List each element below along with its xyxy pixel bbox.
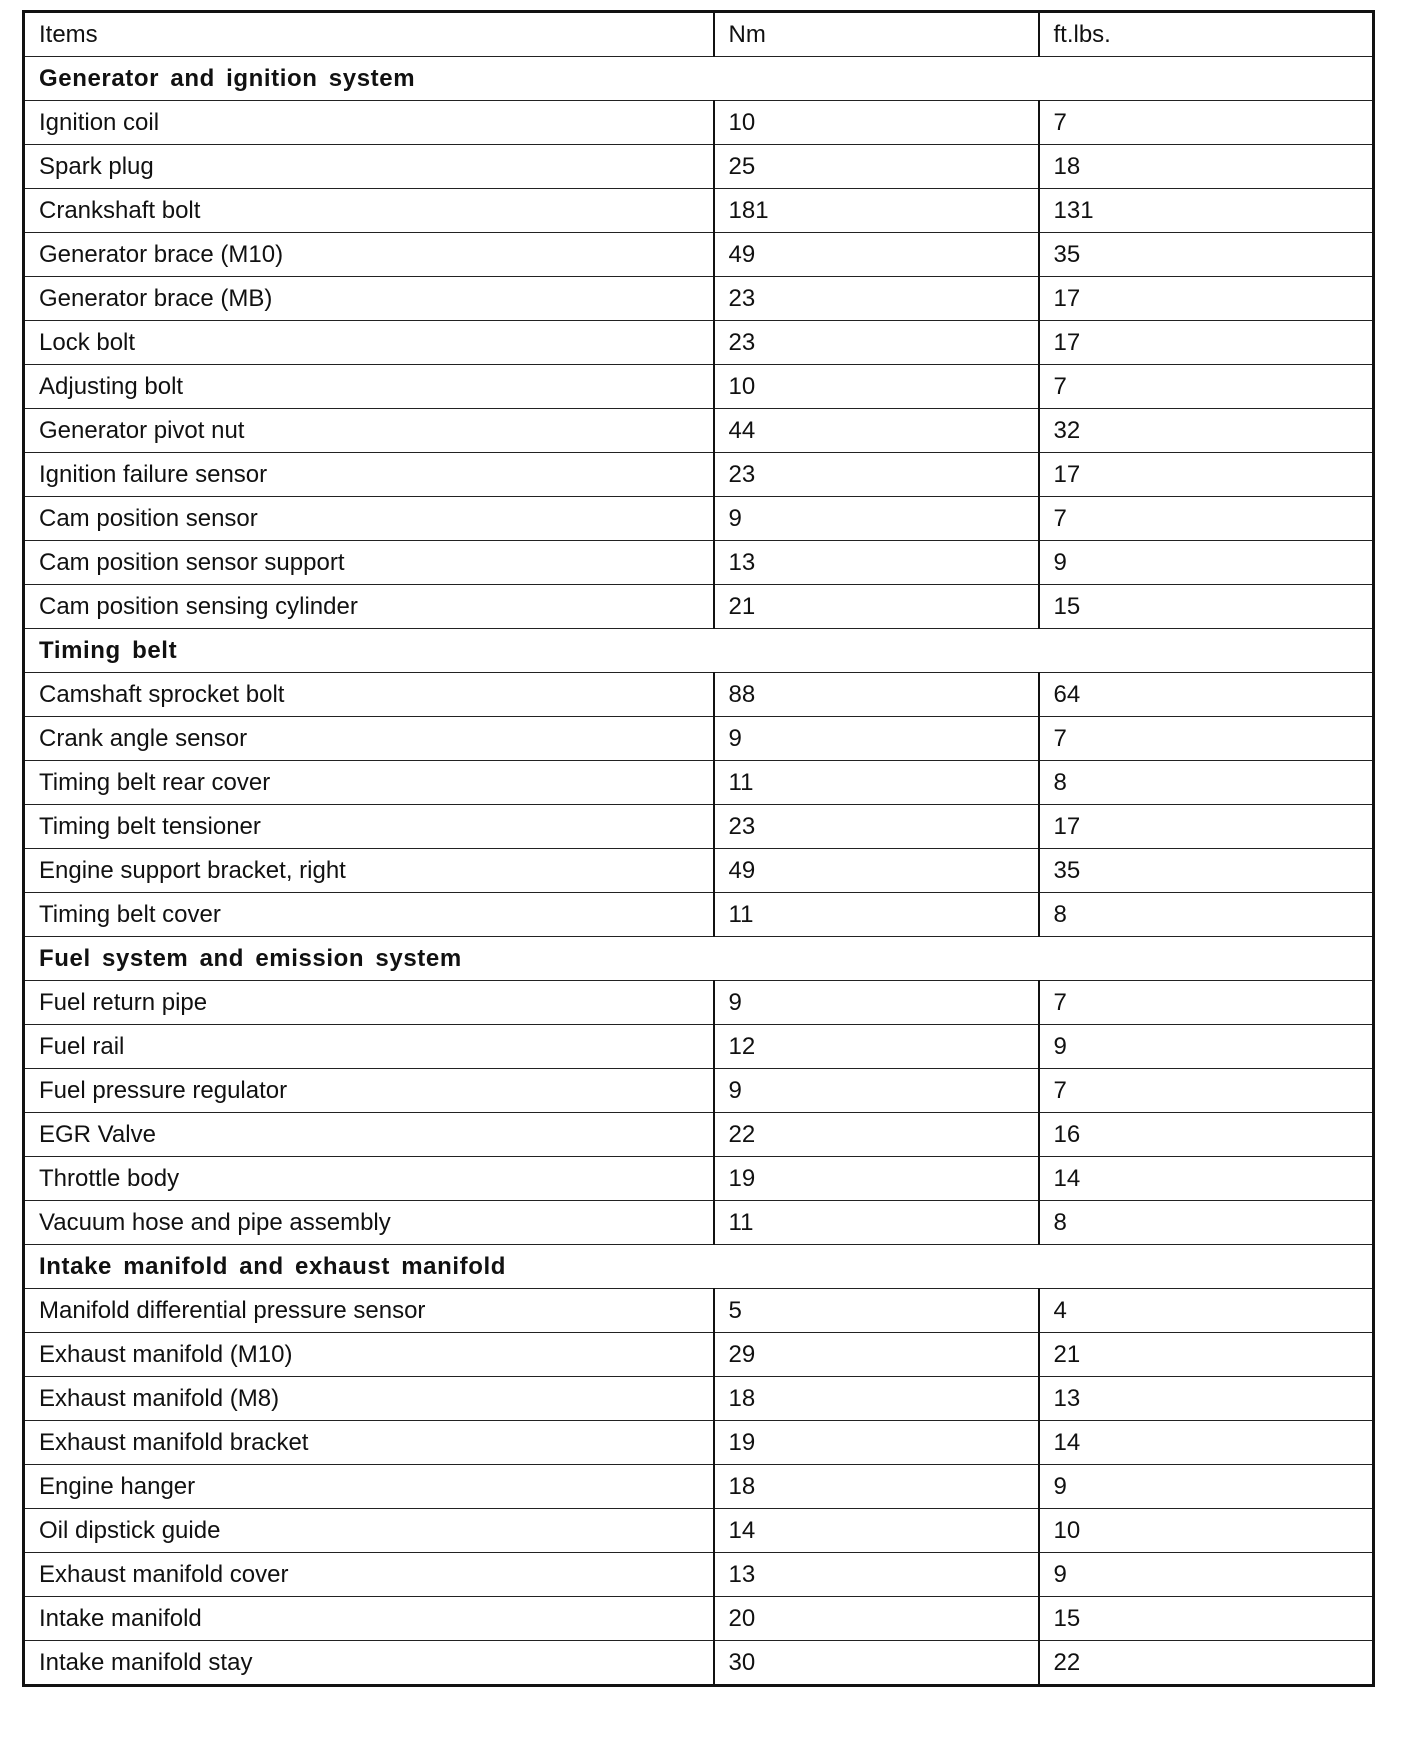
- table-row: [24, 1157, 1374, 1201]
- header-items: Items: [24, 12, 714, 57]
- header-nm: Nm: [714, 12, 1039, 57]
- item-name-cell: Ignition coil: [24, 101, 714, 145]
- nm-value-cell: 13: [714, 541, 1039, 585]
- item-name-cell: EGR Valve: [24, 1113, 714, 1157]
- nm-value-cell: 10: [714, 365, 1039, 409]
- nm-value-cell: 9: [714, 497, 1039, 541]
- item-name-cell: Adjusting bolt: [24, 365, 714, 409]
- item-name-cell: Manifold differential pressure sensor: [24, 1289, 714, 1333]
- nm-value-cell: 11: [714, 1201, 1039, 1245]
- nm-value-cell: 12: [714, 1025, 1039, 1069]
- nm-value-cell: 5: [714, 1289, 1039, 1333]
- section-title: Generator and ignition system: [24, 57, 1374, 101]
- table-row: [24, 717, 1374, 761]
- nm-value-cell: 9: [714, 981, 1039, 1025]
- nm-value-cell: 30: [714, 1641, 1039, 1686]
- ftlbs-value-cell: 7: [1039, 717, 1374, 761]
- ftlbs-value-cell: 22: [1039, 1641, 1374, 1686]
- item-name-cell: Vacuum hose and pipe assembly: [24, 1201, 714, 1245]
- nm-value-cell: 20: [714, 1597, 1039, 1641]
- table-row: [24, 453, 1374, 497]
- item-name-cell: Generator pivot nut: [24, 409, 714, 453]
- table-row: [24, 145, 1374, 189]
- nm-value-cell: 25: [714, 145, 1039, 189]
- section-row: [24, 57, 1374, 101]
- ftlbs-value-cell: 15: [1039, 1597, 1374, 1641]
- table-row: [24, 1025, 1374, 1069]
- table-row: [24, 1377, 1374, 1421]
- item-name-cell: Oil dipstick guide: [24, 1509, 714, 1553]
- section-row: [24, 1245, 1374, 1289]
- section-title: Fuel system and emission system: [24, 937, 1374, 981]
- item-name-cell: Spark plug: [24, 145, 714, 189]
- table-row: [24, 1201, 1374, 1245]
- table-row: [24, 1289, 1374, 1333]
- ftlbs-value-cell: 9: [1039, 541, 1374, 585]
- ftlbs-value-cell: 10: [1039, 1509, 1374, 1553]
- ftlbs-value-cell: 13: [1039, 1377, 1374, 1421]
- ftlbs-value-cell: 8: [1039, 1201, 1374, 1245]
- nm-value-cell: 23: [714, 805, 1039, 849]
- item-name-cell: Throttle body: [24, 1157, 714, 1201]
- table-row: [24, 1333, 1374, 1377]
- item-name-cell: Generator brace (M10): [24, 233, 714, 277]
- item-name-cell: Crankshaft bolt: [24, 189, 714, 233]
- ftlbs-value-cell: 8: [1039, 761, 1374, 805]
- nm-value-cell: 18: [714, 1377, 1039, 1421]
- table-row: [24, 233, 1374, 277]
- ftlbs-value-cell: 17: [1039, 321, 1374, 365]
- item-name-cell: Intake manifold: [24, 1597, 714, 1641]
- table-body: [24, 57, 1374, 1686]
- table-row: [24, 1641, 1374, 1686]
- table-row: [24, 1553, 1374, 1597]
- item-name-cell: Intake manifold stay: [24, 1641, 714, 1686]
- table-row: [24, 497, 1374, 541]
- nm-value-cell: 21: [714, 585, 1039, 629]
- nm-value-cell: 14: [714, 1509, 1039, 1553]
- item-name-cell: Exhaust manifold cover: [24, 1553, 714, 1597]
- ftlbs-value-cell: 9: [1039, 1025, 1374, 1069]
- ftlbs-value-cell: 8: [1039, 893, 1374, 937]
- table-row: [24, 893, 1374, 937]
- item-name-cell: Ignition failure sensor: [24, 453, 714, 497]
- ftlbs-value-cell: 7: [1039, 497, 1374, 541]
- table-header: [24, 12, 1374, 57]
- nm-value-cell: 10: [714, 101, 1039, 145]
- ftlbs-value-cell: 14: [1039, 1157, 1374, 1201]
- nm-value-cell: 88: [714, 673, 1039, 717]
- table-row: [24, 805, 1374, 849]
- item-name-cell: Cam position sensing cylinder: [24, 585, 714, 629]
- nm-value-cell: 23: [714, 277, 1039, 321]
- ftlbs-value-cell: 14: [1039, 1421, 1374, 1465]
- nm-value-cell: 11: [714, 761, 1039, 805]
- ftlbs-value-cell: 131: [1039, 189, 1374, 233]
- nm-value-cell: 23: [714, 453, 1039, 497]
- nm-value-cell: 9: [714, 1069, 1039, 1113]
- item-name-cell: Fuel return pipe: [24, 981, 714, 1025]
- ftlbs-value-cell: 17: [1039, 453, 1374, 497]
- table-row: [24, 1597, 1374, 1641]
- item-name-cell: Engine support bracket, right: [24, 849, 714, 893]
- table-row: [24, 673, 1374, 717]
- section-title: Intake manifold and exhaust manifold: [24, 1245, 1374, 1289]
- table-row: [24, 1509, 1374, 1553]
- nm-value-cell: 49: [714, 233, 1039, 277]
- table-row: [24, 1465, 1374, 1509]
- item-name-cell: Timing belt rear cover: [24, 761, 714, 805]
- table-row: [24, 1069, 1374, 1113]
- item-name-cell: Camshaft sprocket bolt: [24, 673, 714, 717]
- table-row: [24, 321, 1374, 365]
- item-name-cell: Timing belt tensioner: [24, 805, 714, 849]
- ftlbs-value-cell: 18: [1039, 145, 1374, 189]
- ftlbs-value-cell: 64: [1039, 673, 1374, 717]
- item-name-cell: Cam position sensor: [24, 497, 714, 541]
- nm-value-cell: 181: [714, 189, 1039, 233]
- item-name-cell: Crank angle sensor: [24, 717, 714, 761]
- section-title: Timing belt: [24, 629, 1374, 673]
- ftlbs-value-cell: 9: [1039, 1553, 1374, 1597]
- table-row: [24, 585, 1374, 629]
- ftlbs-value-cell: 21: [1039, 1333, 1374, 1377]
- nm-value-cell: 29: [714, 1333, 1039, 1377]
- nm-value-cell: 19: [714, 1157, 1039, 1201]
- item-name-cell: Generator brace (MB): [24, 277, 714, 321]
- ftlbs-value-cell: 32: [1039, 409, 1374, 453]
- item-name-cell: Fuel rail: [24, 1025, 714, 1069]
- table-row: [24, 189, 1374, 233]
- section-row: [24, 937, 1374, 981]
- table-row: [24, 101, 1374, 145]
- nm-value-cell: 44: [714, 409, 1039, 453]
- table-row: [24, 541, 1374, 585]
- ftlbs-value-cell: 35: [1039, 849, 1374, 893]
- ftlbs-value-cell: 35: [1039, 233, 1374, 277]
- ftlbs-value-cell: 17: [1039, 805, 1374, 849]
- table-row: [24, 1421, 1374, 1465]
- ftlbs-value-cell: 17: [1039, 277, 1374, 321]
- nm-value-cell: 13: [714, 1553, 1039, 1597]
- ftlbs-value-cell: 16: [1039, 1113, 1374, 1157]
- nm-value-cell: 22: [714, 1113, 1039, 1157]
- header-ftlbs: ft.lbs.: [1039, 12, 1374, 57]
- item-name-cell: Cam position sensor support: [24, 541, 714, 585]
- table-row: [24, 981, 1374, 1025]
- table-row: [24, 277, 1374, 321]
- table-row: [24, 1113, 1374, 1157]
- nm-value-cell: 19: [714, 1421, 1039, 1465]
- torque-spec-sheet: [22, 10, 1372, 1687]
- ftlbs-value-cell: 7: [1039, 365, 1374, 409]
- table-row: [24, 365, 1374, 409]
- nm-value-cell: 18: [714, 1465, 1039, 1509]
- table-row: [24, 409, 1374, 453]
- item-name-cell: Timing belt cover: [24, 893, 714, 937]
- torque-table: [22, 10, 1375, 1687]
- item-name-cell: Exhaust manifold (M10): [24, 1333, 714, 1377]
- table-row: [24, 849, 1374, 893]
- nm-value-cell: 23: [714, 321, 1039, 365]
- nm-value-cell: 9: [714, 717, 1039, 761]
- ftlbs-value-cell: 7: [1039, 101, 1374, 145]
- item-name-cell: Exhaust manifold (M8): [24, 1377, 714, 1421]
- ftlbs-value-cell: 15: [1039, 585, 1374, 629]
- item-name-cell: Engine hanger: [24, 1465, 714, 1509]
- ftlbs-value-cell: 7: [1039, 981, 1374, 1025]
- item-name-cell: Exhaust manifold bracket: [24, 1421, 714, 1465]
- table-row: [24, 761, 1374, 805]
- item-name-cell: Lock bolt: [24, 321, 714, 365]
- section-row: [24, 629, 1374, 673]
- ftlbs-value-cell: 4: [1039, 1289, 1374, 1333]
- nm-value-cell: 11: [714, 893, 1039, 937]
- header-row: [24, 12, 1374, 57]
- nm-value-cell: 49: [714, 849, 1039, 893]
- ftlbs-value-cell: 7: [1039, 1069, 1374, 1113]
- ftlbs-value-cell: 9: [1039, 1465, 1374, 1509]
- item-name-cell: Fuel pressure regulator: [24, 1069, 714, 1113]
